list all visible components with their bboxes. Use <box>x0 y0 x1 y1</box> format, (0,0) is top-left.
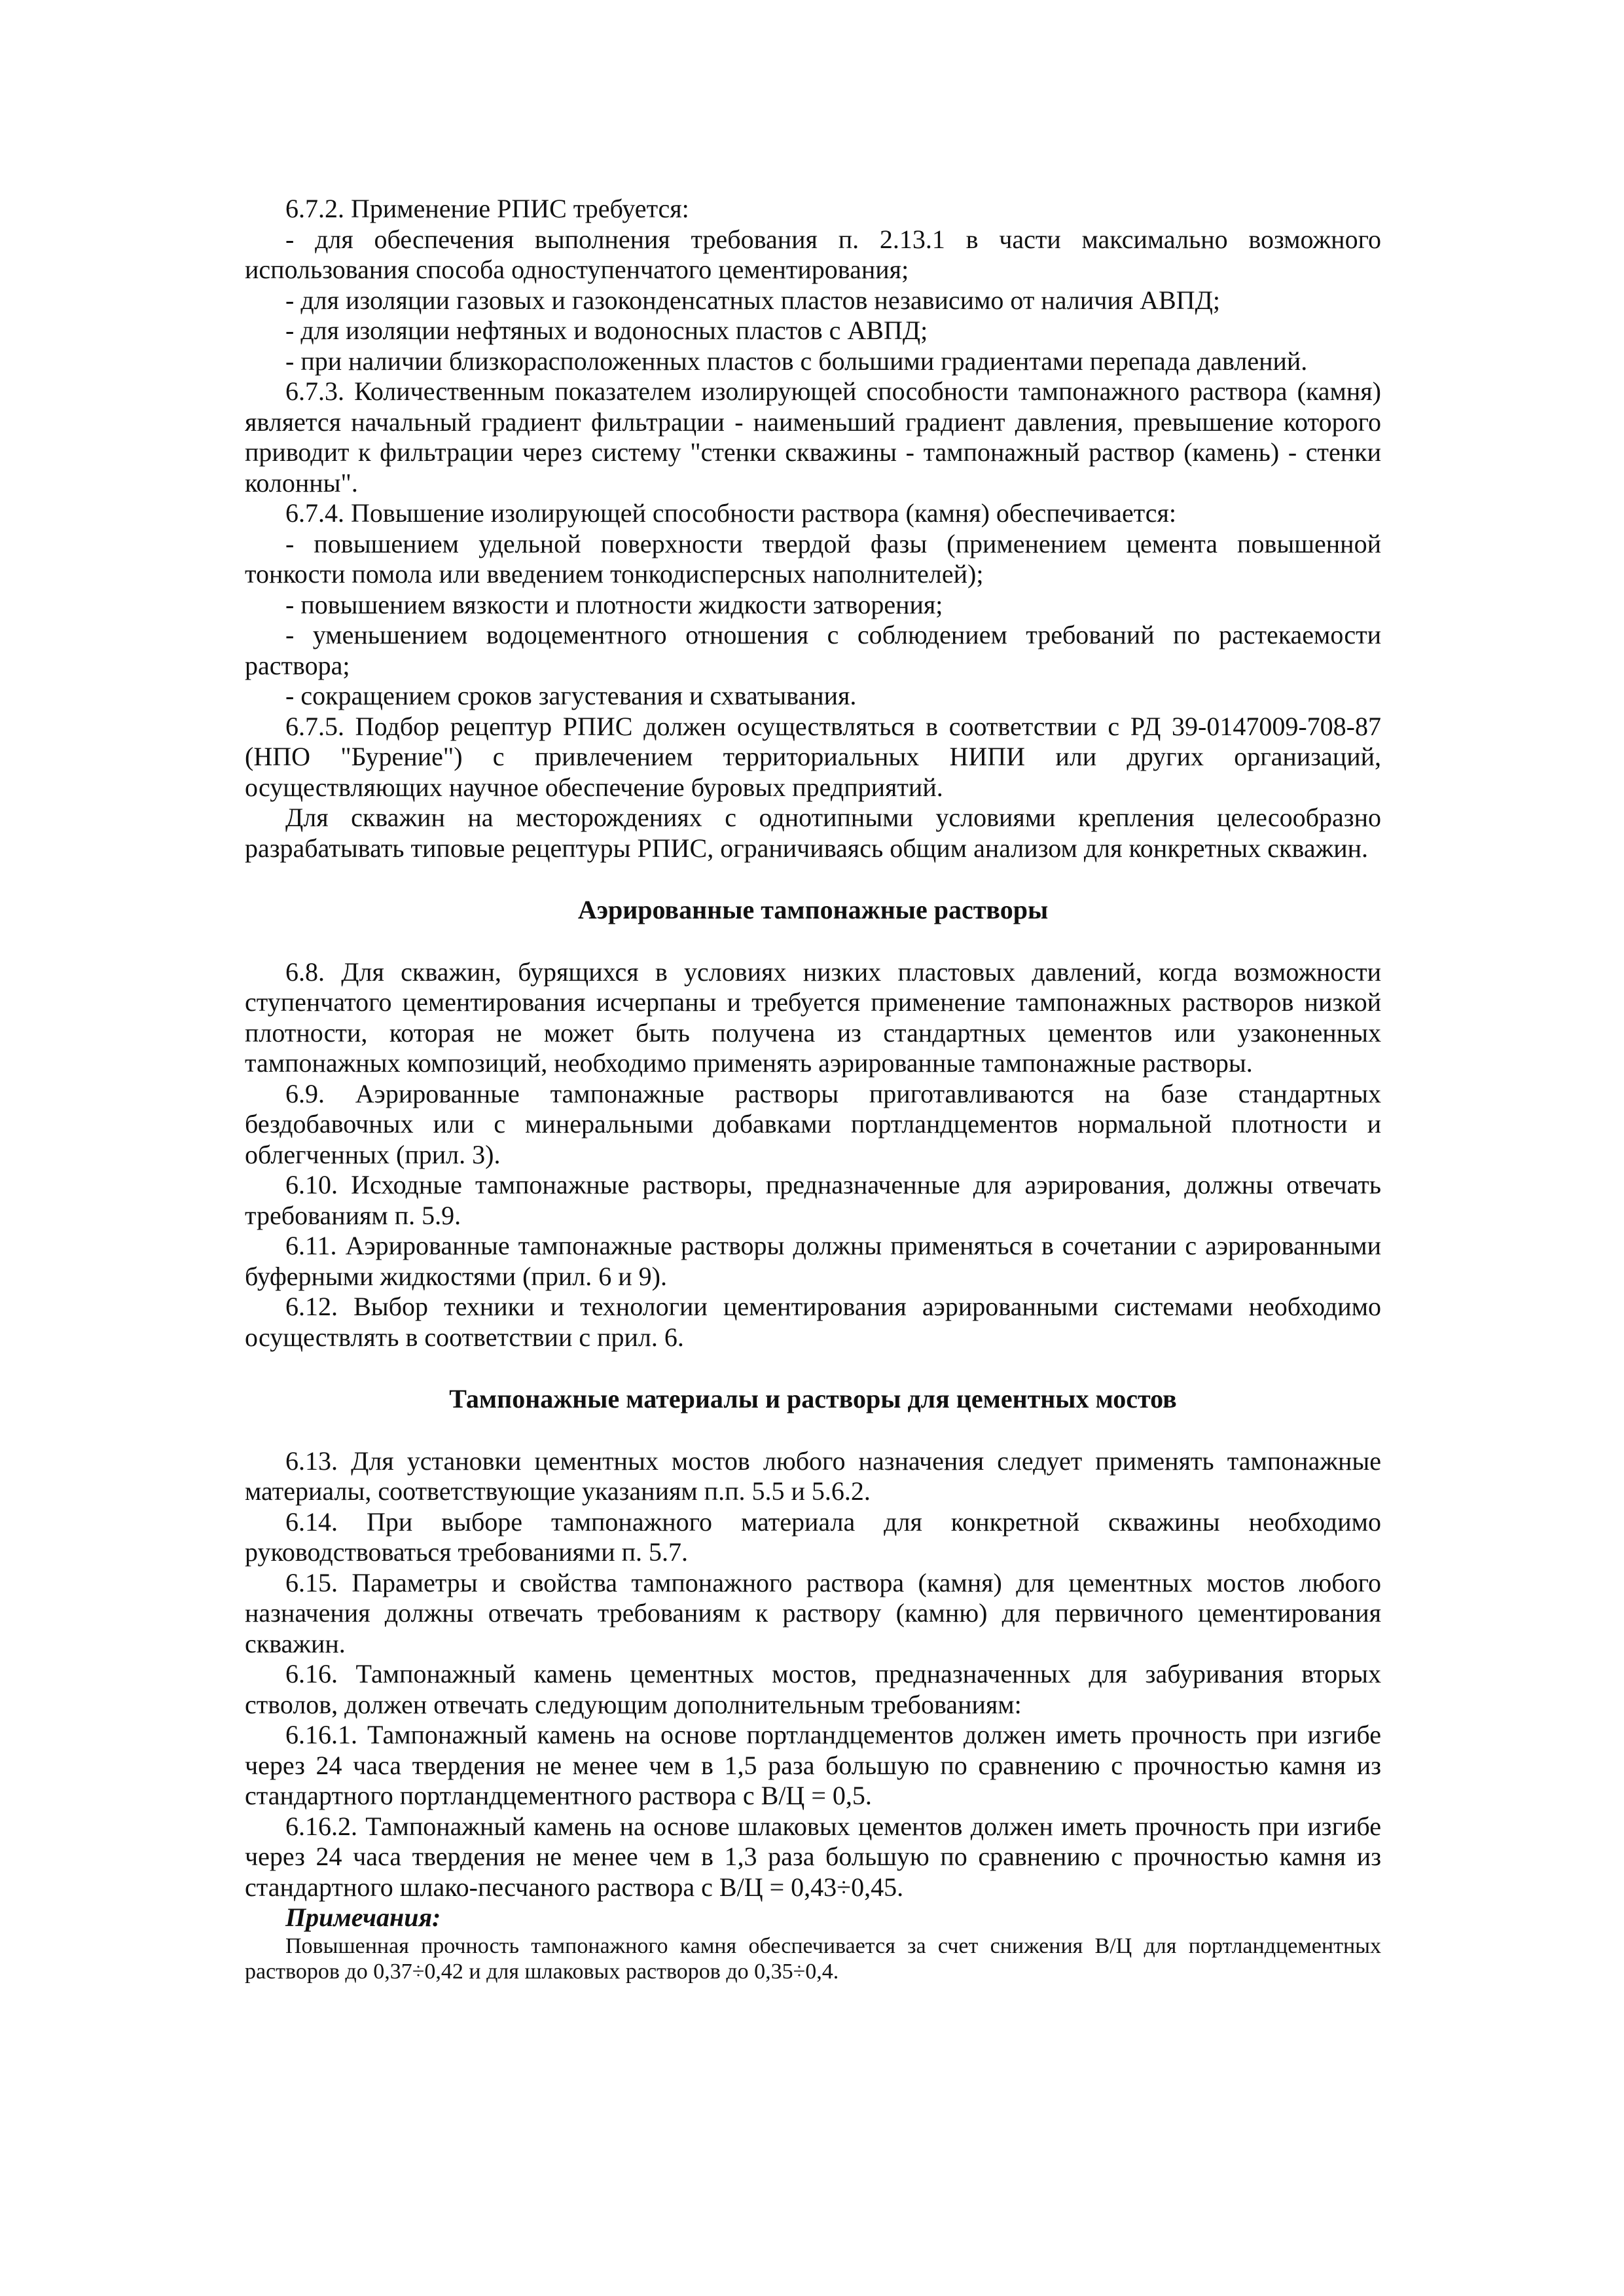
paragraph: - для изоляции газовых и газоконденсатных пластов независимо от наличия АВПД; <box>285 285 1221 315</box>
paragraph: 6.16.2. Тампонажный камень на основе шлаковых цементов должен иметь прочность при изгибе через 24 часа твердения не менее чем в 1,3 раза большую по сравнению с прочностью камня из стандартного шлако-песчаного раствора с В/Ц = 0,43÷0,45. <box>245 1811 1381 1902</box>
paragraph: 6.7.5. Подбор рецептур РПИС должен осуществляться в соответствии с РД 39-0147009-708-87 (НПО "Бурение") с привлечением территориальных НИПИ или других организаций, осуществляющих научное обеспечение буровых предприятий. <box>245 711 1381 802</box>
paragraph: - повышением удельной поверхности твердой фазы (применением цемента повышенной тонкости помола или введением тонкодисперсных наполнителей); <box>245 528 1381 589</box>
spacer <box>245 864 1381 895</box>
paragraph: 6.7.4. Повышение изолирующей способности раствора (камня) обеспечивается: <box>285 498 1177 528</box>
paragraph: 6.13. Для установки цементных мостов любого назначения следует применять тампонажные материалы, соответствующие указаниям п.п. 5.5 и 5.6.2. <box>245 1446 1381 1506</box>
paragraph: 6.7.2. Применение РПИС требуется: <box>285 194 689 223</box>
paragraph: 6.12. Выбор техники и технологии цементирования аэрированными системами необходимо осуществлять в соответствии с прил. 6. <box>245 1292 1381 1352</box>
section-heading-cement-bridges: Тампонажные материалы и растворы для цементных мостов <box>449 1384 1177 1413</box>
paragraph: 6.7.3. Количественным показателем изолирующей способности тампонажного раствора (камня) является начальный градиент фильтрации - наименьший градиент давления, превышение которого приводит к фильтрации через систему "стенки скважины - тампонажный раствор (камень) - стенки колонны". <box>245 376 1381 498</box>
paragraph: 6.15. Параметры и свойства тампонажного раствора (камня) для цементных мостов любого назначения должны отвечать требованиям к раствору (камню) для первичного цементирования скважин. <box>245 1567 1381 1658</box>
spacer <box>245 926 1381 957</box>
paragraph: - для обеспечения выполнения требования п. 2.13.1 в части максимально возможного использования способа одноступенчатого цементирования; <box>245 224 1381 284</box>
paragraph: - повышением вязкости и плотности жидкости затворения; <box>285 589 943 619</box>
spacer <box>245 1415 1381 1446</box>
spacer <box>245 1353 1381 1384</box>
paragraph: 6.16. Тампонажный камень цементных мостов, предназначенных для забуривания вторых стволов, должен отвечать следующим дополнительным требованиям: <box>245 1659 1381 1719</box>
paragraph: - для изоляции нефтяных и водоносных пластов с АВПД; <box>285 316 928 345</box>
paragraph: 6.11. Аэрированные тампонажные растворы должны применяться в сочетании с аэрированными буферными жидкостями (прил. 6 и 9). <box>245 1231 1381 1291</box>
notes-text: Повышенная прочность тампонажного камня обеспечивается за счет снижения В/Ц для портландцементных растворов до 0,37÷0,42 и для шлаковых растворов до 0,35÷0,4. <box>245 1933 1381 1984</box>
paragraph: 6.9. Аэрированные тампонажные растворы приготавливаются на базе стандартных бездобавочных или с минеральными добавками портландцементов нормальной плотности и облегченных (прил. 3). <box>245 1078 1381 1169</box>
paragraph: 6.14. При выборе тампонажного материала для конкретной скважины необходимо руководствоваться требованиями п. 5.7. <box>245 1506 1381 1567</box>
paragraph: 6.8. Для скважин, бурящихся в условиях низких пластовых давлений, когда возможности ступенчатого цементирования исчерпаны и требуется применение тампонажных растворов низкой плотности, которая не может быть получена из стандартных цементов или узаконенных тампонажных композиций, необходимо применять аэрированные тампонажные растворы. <box>245 957 1381 1078</box>
paragraph: - сокращением сроков загустевания и схватывания. <box>285 681 857 710</box>
paragraph: Для скважин на месторождениях с однотипными условиями крепления целесообразно разрабатывать типовые рецептуры РПИС, ограничиваясь общим анализом для конкретных скважин. <box>245 803 1381 863</box>
paragraph: 6.16.1. Тампонажный камень на основе портландцементов должен иметь прочность при изгибе через 24 часа твердения не менее чем в 1,5 раза большую по сравнению с прочностью камня из стандартного портландцементного раствора с В/Ц = 0,5. <box>245 1720 1381 1810</box>
notes-title: Примечания: <box>285 1903 441 1932</box>
paragraph: - при наличии близкорасположенных пластов с большими градиентами перепада давлений. <box>285 346 1308 376</box>
document-page <box>245 194 1381 1984</box>
section-heading-aerated: Аэрированные тампонажные растворы <box>577 895 1049 924</box>
paragraph: - уменьшением водоцементного отношения с соблюдением требований по растекаемости раствора; <box>245 620 1381 680</box>
paragraph: 6.10. Исходные тампонажные растворы, предназначенные для аэрирования, должны отвечать требованиям п. 5.9. <box>245 1170 1381 1230</box>
